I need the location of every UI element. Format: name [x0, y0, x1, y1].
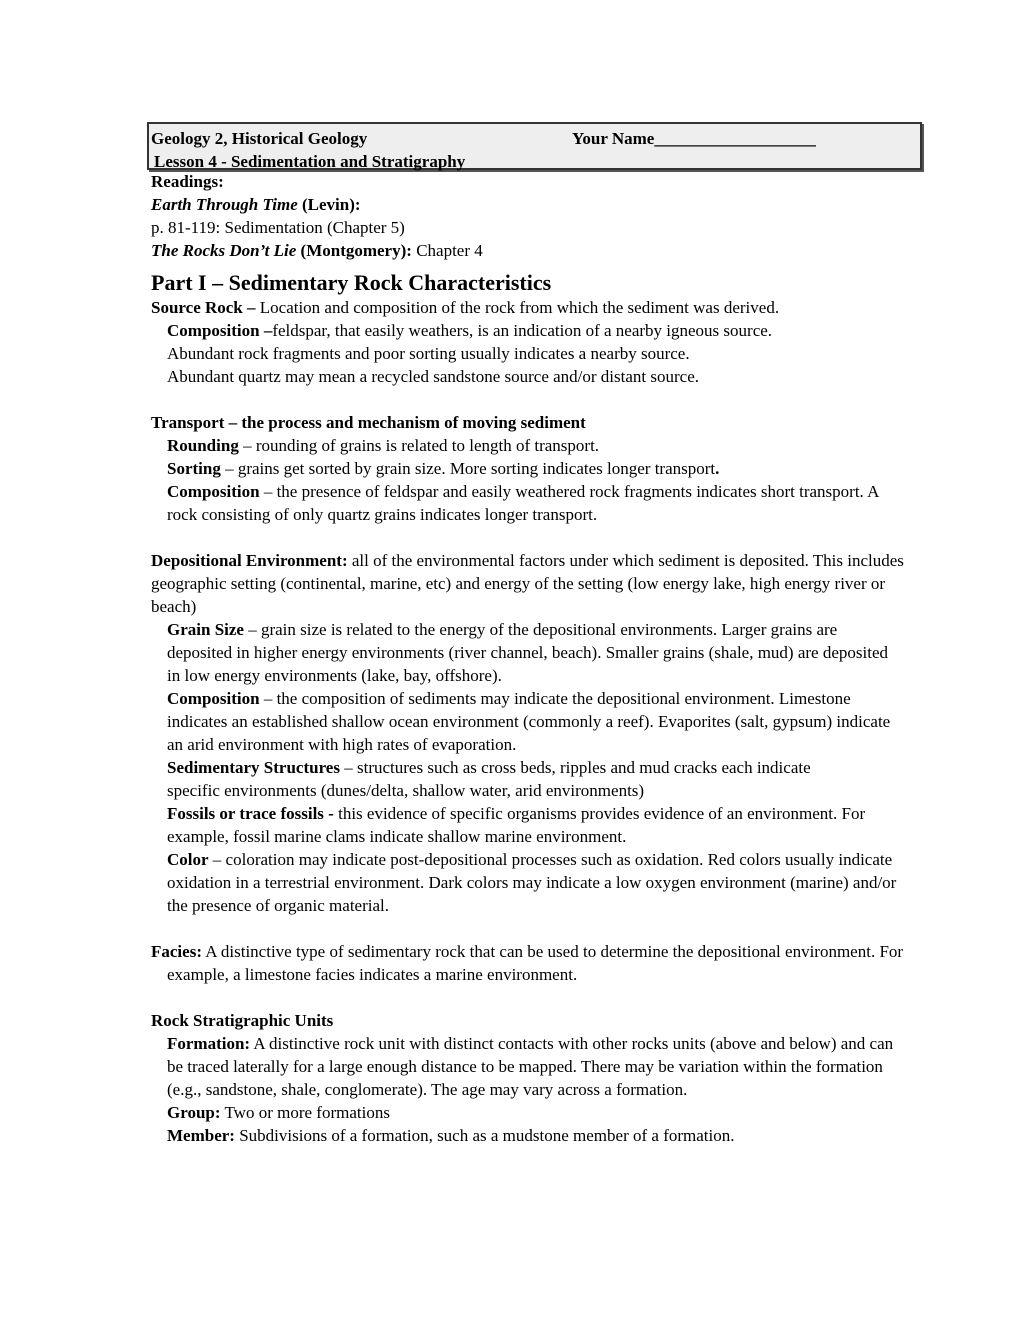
book2-chapter: Chapter 4 — [411, 241, 483, 260]
group-item — [151, 1101, 921, 1124]
formation-text: A distinctive rock unit with distinct contacts with other rocks units (above and below) and can be traced laterally for a large enough distance to be mapped. There may be variation within the formation (e.g., sandstone, shale, conglomerate). The age may vary across a formation. — [167, 1034, 894, 1099]
source-composition — [151, 319, 921, 342]
your-name-field: Your Name___________________ — [572, 129, 816, 148]
source-rock-term: Source Rock – — [151, 298, 256, 317]
group-text: Two or more formations — [220, 1103, 390, 1122]
composition-term: Composition – — [167, 321, 273, 340]
sorting-end: . — [715, 459, 720, 478]
document-page — [151, 122, 921, 1147]
formation-term: Formation: — [167, 1034, 251, 1053]
course-title: Geology 2, Historical Geology — [151, 129, 368, 148]
color-item — [151, 848, 907, 917]
reading-1 — [151, 193, 921, 216]
lesson-title: Lesson 4 - Sedimentation and Stratigraphy — [154, 152, 466, 171]
fossils-item — [151, 802, 877, 848]
units-heading: Rock Stratigraphic Units — [151, 1011, 334, 1030]
member-term: Member: — [167, 1126, 235, 1145]
depositional-text: all of the environmental factors under which sediment is deposited. This includes geographic setting (continental, marine, etc) and energy of the setting (low energy lake, high energy river or beach) — [151, 551, 904, 616]
group-term: Group: — [167, 1103, 221, 1122]
color-text: – coloration may indicate post-depositional processes such as oxidation. Red colors usually indicate oxidation in a terrestrial environment. Dark colors may indicate a low oxygen environment (marine) and/or the presence of organic material. — [167, 850, 897, 915]
member-text: Subdivisions of a formation, such as a mudstone member of a formation. — [234, 1126, 735, 1145]
source-line-2: Abundant rock fragments and poor sorting usually indicates a nearby source. — [167, 344, 690, 363]
facies-term: Facies: — [151, 942, 202, 961]
readings-section — [151, 170, 921, 262]
book2-author: (Montgomery): — [296, 241, 412, 260]
part1-title: Part I – Sedimentary Rock Characteristics — [151, 270, 552, 295]
depositional-section — [151, 549, 921, 917]
transport-heading: Transport – the process and mechanism of moving sediment — [151, 413, 586, 432]
sorting-term: Sorting — [167, 459, 221, 478]
header-box — [147, 122, 922, 170]
sorting-item — [151, 457, 921, 480]
source-rock-text: Location and composition of the rock from which the sediment was derived. — [255, 298, 780, 317]
dep-composition-item — [151, 687, 892, 756]
book2-title: The Rocks Don’t Lie — [151, 241, 297, 260]
grain-size-item — [151, 618, 892, 687]
transport-composition-text: – the presence of feldspar and easily weathered rock fragments indicates short transport. A rock consisting of only quartz grains indicates longer transport. — [167, 482, 879, 524]
facies-def — [151, 940, 922, 986]
book1-title: Earth Through Time — [151, 195, 298, 214]
readings-label: Readings: — [151, 172, 224, 191]
facies-section — [151, 940, 921, 986]
color-term: Color — [167, 850, 209, 869]
facies-text: A distinctive type of sedimentary rock that can be used to determine the depositional environment. For example, a limestone facies indicates a marine environment. — [167, 942, 904, 984]
source-rock-def — [151, 296, 921, 319]
dep-composition-text: – the composition of sediments may indicate the depositional environment. Limestone indicates an established shallow ocean environment (commonly a reef). Evaporites (salt, gypsum) indicate an arid environment with high rates of evaporation. — [167, 689, 891, 754]
transport-composition-item — [151, 480, 907, 526]
grain-size-term: Grain Size — [167, 620, 244, 639]
transport-section — [151, 411, 921, 526]
reading-2 — [151, 239, 921, 262]
depositional-def — [151, 549, 916, 618]
fossils-text: this evidence of specific organisms provides evidence of an environment. For example, fossil marine clams indicate shallow marine environment. — [167, 804, 866, 846]
units-section — [151, 1009, 921, 1147]
structures-term: Sedimentary Structures — [167, 758, 340, 777]
source-line-3: Abundant quartz may mean a recycled sandstone source and/or distant source. — [167, 367, 700, 386]
sorting-text: – grains get sorted by grain size. More sorting indicates longer transport — [220, 459, 716, 478]
composition-text: feldspar, that easily weathers, is an indication of a nearby igneous source. — [272, 321, 773, 340]
transport-composition-term: Composition — [167, 482, 260, 501]
structures-item — [151, 756, 867, 802]
source-rock-section — [151, 296, 921, 388]
grain-size-text: – grain size is related to the energy of the depositional environments. Larger grains are deposited in higher energy environments (river channel, beach). Smaller grains (shale, mud) are deposited in low energy environments (lake, bay, offshore). — [167, 620, 888, 685]
dep-composition-term: Composition — [167, 689, 260, 708]
structures-text: – structures such as cross beds, ripples and mud cracks each indicate specific environments (dunes/delta, shallow water, arid environments) — [167, 758, 811, 800]
depositional-term: Depositional Environment: — [151, 551, 348, 570]
book1-author: (Levin): — [297, 195, 361, 214]
formation-item — [151, 1032, 907, 1101]
member-item — [151, 1124, 921, 1147]
book1-pages: p. 81-119: Sedimentation (Chapter 5) — [151, 218, 405, 237]
rounding-term: Rounding — [167, 436, 239, 455]
rounding-item — [151, 434, 921, 457]
fossils-term: Fossils or trace fossils - — [167, 804, 334, 823]
rounding-text: – rounding of grains is related to length of transport. — [238, 436, 600, 455]
